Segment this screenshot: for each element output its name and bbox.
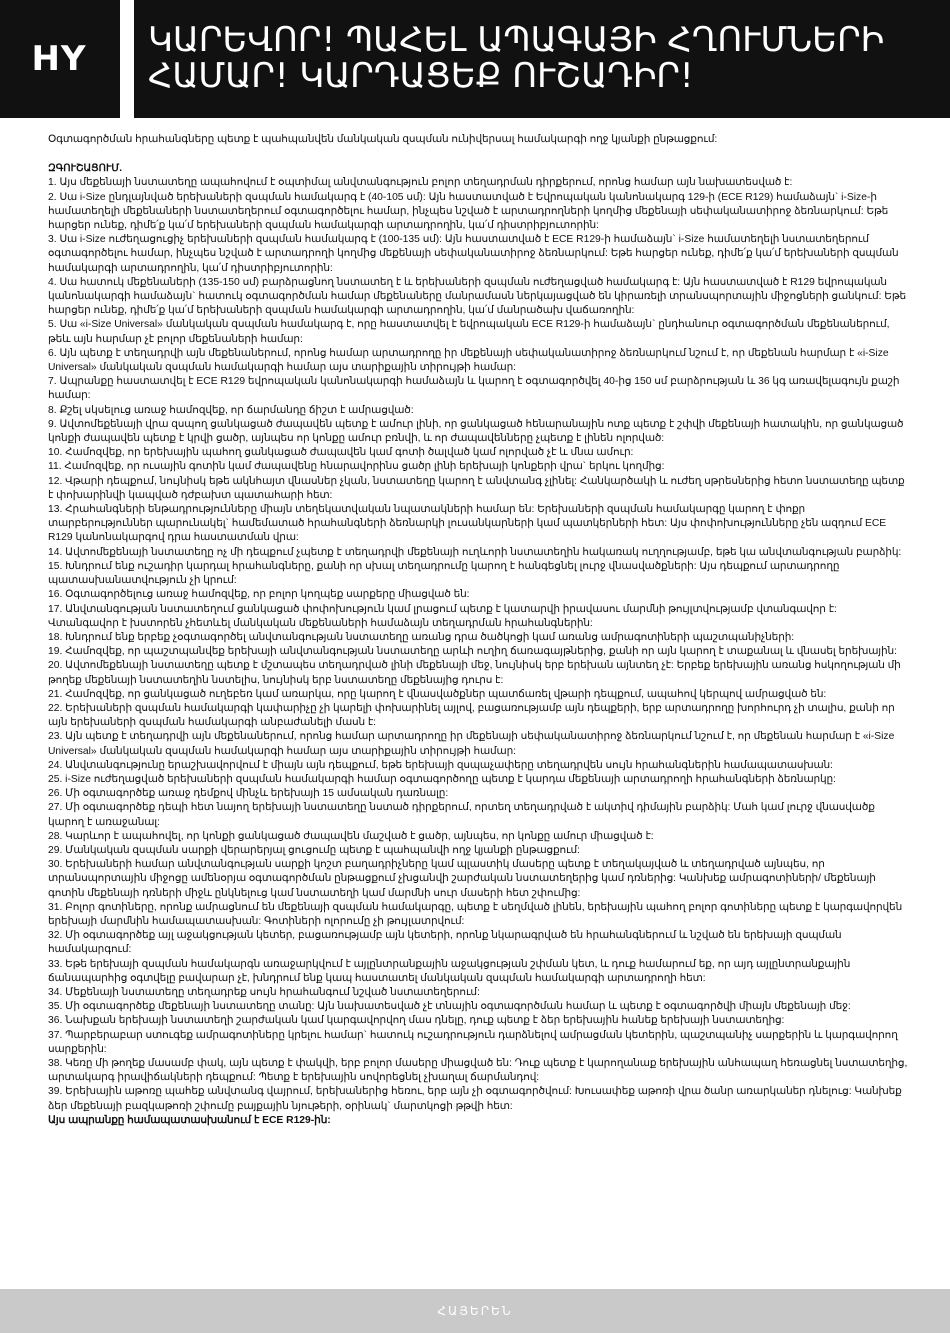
warning-item: 5. Սա «i-Size Universal» մանկական զսպման համակարգ է, որը հաստատվել է եվրոպական ECE R129-ի համաձայն` ընդհանուր օգտագործման մեքենաներում, թեև այն հարմար չէ բոլոր մեքենաների համար: xyxy=(48,319,890,345)
warning-item: 27. Մի օգտագործեք դեպի հետ նայող երեխայի նստատեղը նստած դիրքերում, որտեղ տեղադրված է ակտիվ դիմային բարձիկ: Մահ կամ լուրջ վնասվածք կարող է առաջանալ: xyxy=(48,802,875,828)
warning-item: 14. Ավտոմեքենայի նստատեղը ոչ մի դեպքում չպետք է տեղադրվի մեքենայի ուղևորի նստատեղին հակառակ ուղղությամբ, եթե կա անվտանգության բարձիկ: xyxy=(48,546,902,558)
warning-item: 21. Համոզվեք, որ ցանկացած ուղեբեռ կամ առարկա, որը կարող է վնասվածքներ պատճառել վթարի դեպքում, ապահով կերպով ամրացված են: xyxy=(48,688,827,700)
warning-item: 18. Խնդրում ենք երբեք չօգտագործել անվտանգության նստատեղը առանց դրա ծածկոցի կամ առանց ամրագոտիների պաշտպանիչների: xyxy=(48,631,795,643)
warning-item: 29. Մանկական զսպման սարքի վերարերյալ ցուցումը պետք է պահպանվի ողջ կյանքի ընթացքում: xyxy=(48,844,580,856)
warning-item: 3. Սա i-Size ուժեղացուցիչ երեխաների զսպման համակարգ է (100-135 սմ): Այն հաստատված է ECE R129-ի համաձայն` i-Size համատեղելի նստատեղերում օգտագործելու համար, ինչպես նշված է արտադրողի կողմից մեքենայի սեփականատիրոջ ձեռնարկում: Եթե հարցեր ունեք, դիմե՛ք կա՛մ երեխաների զսպման համակարգի արտադրողին, կա՛մ դիստրիբյուտորին: xyxy=(48,234,899,274)
compliance-statement: Այս ապրանքը համապատասխանում է ECE R129-ին: xyxy=(48,1114,331,1126)
warning-item: 35. Մի օգտագործեք մեքենայի նստատեղը տանը: Այն նախատեսված չէ տնային օգտագործման համար և պետք է օգտագործվի միայն մեքենայի մեջ: xyxy=(48,1001,851,1013)
intro-text: Օգտագործման հրահանգները պետք է պահպանվեն մանկական զսպման ունիվերսալ համակարգի ողջ կյանքի ընթացքում: xyxy=(48,134,718,145)
warning-item: 17. Անվտանգության նստատեղում ցանկացած փոփոխություն կամ լրացում պետք է կատարվի իրավասու մարմնի թույլտվությամբ վտանգավոր է: Վտանգավոր է խստորեն չհետևել մանկական մեքենաների համաձայն տեղադրման հրահանգներին: xyxy=(48,603,837,629)
warning-item: 2. Սա i-Size ընդլայնված երեխաների զսպման համակարգ է (40-105 սմ): Այն հաստատված է Եվրոպական կանոնակարգ 129-ի (ECE R129) համաձայն` i-Size-ի համատեղելի մեքենաների նստատեղերում օգտագործելու համար, ինչպես նշված է արտադրողների կողմից մեքենայի սեփականատիրոջ ձեռնարկում: Եթե հարցեր ունեք, դիմե՛ք կա՛մ երեխաների զսպման համակարգի արտադրողին, կա՛մ դիստրիբյուտորին: xyxy=(48,191,889,232)
warning-item: 15. Խնդրում ենք ուշադիր կարդալ հրահանգները, քանի որ սխալ տեղադրումը կարող է հանգեցնել լուրջ վնասվածքների: Այս դեպքում արտադրողը պատասխանատվություն չի կրում: xyxy=(48,560,840,587)
warning-item: 12. Վթարի դեպքում, նույնիսկ եթե ակնհայտ վնասներ չկան, նստատեղը կարող է անվտանգ չլինել: Հանկարծակի և ուժեղ սթրեսներից հետո նստատեղը պետք է փոխարինվի կապված դժբախտ պատահարի հետ: xyxy=(48,475,905,501)
warning-item: 23. Այն պետք է տեղադրվի այն մեքենաներում, որոնց համար արտադրողը իր մեքենայի սեփականատիրոջ ձեռնարկում նշում է, որ մեքենան հարմար է «i-Size Universal» մանկական զսպման համակարգի համար այս տարիքային տիրույթի համար: xyxy=(48,731,895,757)
warning-list xyxy=(48,176,908,1113)
warning-item: 28. Կարևոր է ապահովել, որ կոնքի ցանկացած ժապավեն մաշված է ցածր, այնպես, որ կոնքը ամուր միացված է: xyxy=(48,830,654,842)
warning-item: 22. Երեխաների զսպման համակարգի կափարիչը չի կարելի փոխարինել այլով, բացառությամբ այն դեպքերի, երբ արտադրողը խորհուրդ չի տալիս, քանի որ այն երեխաների զսպման համակարգի անբաժանելի մասն է: xyxy=(48,702,895,729)
warning-item: 19. Համոզվեք, որ պաշտպանվեք երեխայի անվտանգության նստատեղը արևի ուղիղ ճառագայթներից, քանի որ այն կարող է տաքանալ և վնասել երեխային: xyxy=(48,646,897,658)
warning-item: 38. Կեռը մի թողեք մասամբ փակ, այն պետք է փակվի, երբ բոլոր մասերը միացված են: Դուք պետք է կարողանաք երեխային անհապաղ հեռացնել նստատեղից, արտակարգ իրավիճակների դեպքում: Պետք է երեխային սովորեցնել չխաղալ ճարմանդով: xyxy=(48,1058,908,1084)
page-title: ԿԱՐԵՎՈՐ! ՊԱՀԵԼ ԱՊԱԳԱՅԻ ՀՂՈՒՄՆԵՐԻ ՀԱՄԱՐ! ԿԱՐԴԱՑԵՔ ՈՒՇԱԴԻՐ! xyxy=(148,20,885,96)
warning-item: 39. Երեխային աթոռը պահեք անվտանգ վայրում, երեխաներից հեռու, երբ այն չի օգտագործվում: Խուսափեք աթոռի վրա ծանր առարկաներ դնելուց: Կանխեք ձեր մեքենայի բազկաթոռի շփումը բայքային նյութերի, օրինակ` մարտկոցի թթվի հետ: xyxy=(48,1086,902,1112)
warning-item: 34. Մեքենայի նստատեղը տեղադրեք սույն հրահանգում նշված նստատեղերում: xyxy=(48,986,480,998)
footer-language-label: ՀԱՅԵՐԵՆ xyxy=(437,1304,513,1318)
language-code: HY xyxy=(31,39,87,79)
warning-item: 37. Պարբերաբար ստուգեք ամրագոտիները կրելու համար` հատուկ ուշադրություն դարձնելով ամրացման կետերին, պաշտպանիչ սարքերին և կարգավորող սարքերին: xyxy=(48,1029,898,1055)
warning-item: 36. Նախքան երեխայի նստատեղի շարժական կամ կարգավորվող մաս դնելը, դուք պետք է ձեր երեխային հանեք երեխայի նստատեղից: xyxy=(48,1015,785,1027)
warning-item: 16. Օգտագործելուց առաջ համոզվեք, որ բոլոր կողպեք սարքերը միացված են: xyxy=(48,589,470,601)
warning-item: 9. Ավտոմեքենայի վրա զսպող ցանկացած ժապավեն պետք է ամուր լինի, որ ցանկացած հենարանային ոտք պետք է շփվի մեքենայի հատակին, որ ցանկացած կոնքի ժապավեն պետք է կրվի ցածր, այնպես որ կոնքը ամուր բռնվի, և որ ժապավենները չպետք է լինեն ոլորված: xyxy=(48,418,904,445)
warning-item: 31. Բոլոր գոտիները, որոնք ամրացնում են մեքենայի զսպման համակարգը, պետք է սեղմված լինեն, երեխային պահող բոլոր գոտիները պետք է կարգավորվեն երեխայի մարմնին համապատասխան: Գոտիների ոլորումը չի թույլատրվում: xyxy=(48,901,903,927)
warning-item: 1. Այս մեքենայի նստատեղը ապահովում է օպտիմալ անվտանգություն բոլոր տեղադրման դիրքերում, որոնց համար այն նախատեսված է: xyxy=(48,177,793,189)
warning-item: 26. Մի օգտագործեք առաջ դեմքով մինչև երեխայի 15 ամսական դառնալը: xyxy=(48,788,449,800)
warning-item: 13. Հրահանգների ենթադրությունները միայն տեղեկատվական նպատակների համար են: Երեխաների զսպման համակարգը կարող է փոքր տարբերություններ պարունակել` համեմատած հրահանգների ձեռնարկի լուսանկարների կամ պատկերների հետ: Այս փոփոխությունները չեն ազդում ECE R129 կանոնակարգով դրա հաստատման վրա: xyxy=(48,504,887,544)
warning-heading: ԶԳՈՒՇԱՑՈՒՄ. xyxy=(48,163,123,175)
page-header xyxy=(0,0,950,118)
header-divider xyxy=(120,0,134,118)
warning-item: 11. Համոզվեք, որ ուսային գոտին կամ ժապավենը հնարավորինս ցածր լինի երեխայի կոնքերի վրա` երկու կողմից: xyxy=(48,461,665,473)
warning-item: 20. Ավտոմեքենայի նստատեղը պետք է մշտապես տեղադրված լինի մեքենայի մեջ, նույնիսկ երբ երեխան այնտեղ չէ: Երբեք երեխային առանց հսկողության մի թողեք մեքենայի նստատեղին նստելիս, նույնիսկ երբ նստատեղը մեքենայից դուրս է: xyxy=(48,660,901,686)
warning-item: 30. Երեխաների համար անվտանգության սարքի կոշտ բաղադրիչները կամ պլաստիկ մասերը պետք է տեղակայված և տեղադրված այնպես, որ տրանսպորտային միջոցը ամենօրյա օգտագործման ընթացքում չխցանվի շարժական նստատեղերից կամ դռներից: Կանխեք ամրագոտիների/ մեքենայի գոտին մեքենայի դռների միջև ընկնելուց կամ նստատեղի կամ մարմնի սուր մասերի հետ շփումից: xyxy=(48,859,876,899)
warning-item: 8. Քշել սկսելուց առաջ համոզվեք, որ ճարմանդը ճիշտ է ամրացված: xyxy=(48,404,414,416)
warning-item: 33. Եթե երեխայի զսպման համակարգն առաջարկվում է այլընտրանքային աջակցության շփման կետ, և դուք համարում եք, որ այդ այլընտրանքային ճանապարհից օգտվելը բավարար չէ, խնդրում ենք կապ հաստատել մանկական զսպման համակարգի արտադրողի հետ: xyxy=(48,958,851,984)
warning-item: 24. Անվտանգությունը երաշխավորվում է միայն այն դեպքում, եթե երեխայի զսպաչափերը տեղադրվեն սույն հրահանգներին համապատասխան: xyxy=(48,759,833,771)
warning-item: 10. Համոզվեք, որ երեխային պահող ցանկացած ժապավեն կամ գոտի ծալված կամ ոլորված չէ և մնա ամուր: xyxy=(48,447,634,459)
warning-item: 4. Սա հատուկ մեքենաների (135-150 սմ) բարձրացնող նստատեղ է և երեխաների զսպման ուժեղացված համակարգ է: Այն հաստատված է R129 եվրոպական կանոնակարգի համաձայն` հատուկ օգտագործման համար մեքենաները մանրամասն ներկայացված են կիրառելի տրանսպորտային միջոցների ցանկում: Եթե հարցեր ունեք, դիմե՛ք կա՛մ երեխաների զսպման համակարգի արտադրողին, կա՛մ մանրածախ վաճառողին: xyxy=(48,276,906,317)
warning-item: 25. i-Size ուժեղացված երեխաների զսպման համակարգի համար օգտագործողը պետք է կարդա մեքենայի արտադրողի հրահանգների ձեռնարկը: xyxy=(48,773,836,785)
warning-item: 7. Ապրանքը հաստատվել է ECE R129 եվրոպական կանոնակարգի համաձայն և կարող է օգտագործվել 40-ից 150 սմ բարձրության և 36 կգ առավելագույն քաշի համար: xyxy=(48,376,900,402)
document-body xyxy=(48,133,908,1128)
warning-item: 6. Այն պետք է տեղադրվի այն մեքենաներում, որոնց համար արտադրողը իր մեքենայի սեփականատիրոջ ձեռնարկում նշում է, որ մեքենան հարմար է «i-Size Universal» մանկական զսպման համակարգի համար այս տարիքային տիրույթի համար: xyxy=(48,347,889,374)
page-footer xyxy=(0,1289,950,1333)
warning-item: 32. Մի օգտագործեք այլ աջակցության կետեր, բացառությամբ այն կետերի, որոնք նկարագրված են հրահանգներում և նշված են երեխայի զսպման համակարգում: xyxy=(48,930,842,956)
